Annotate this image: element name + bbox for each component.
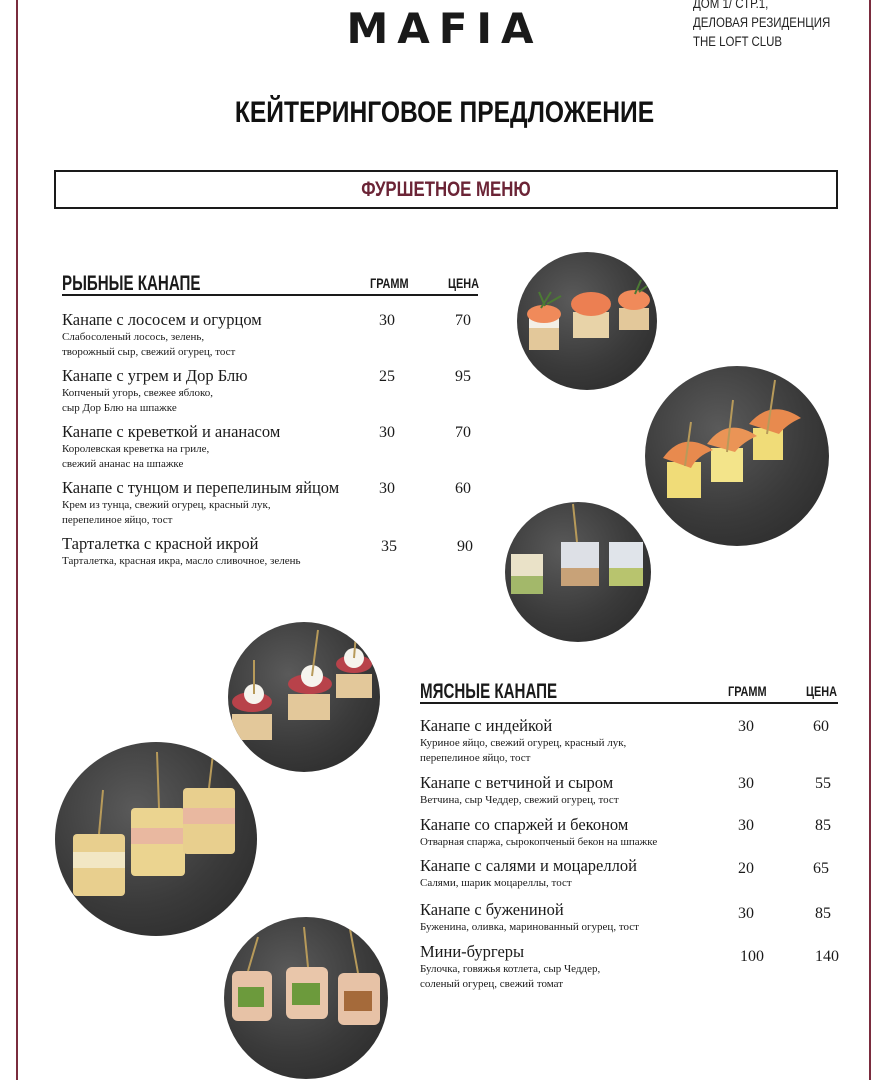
item-price: 140 xyxy=(815,948,839,965)
item-desc: Ветчина, сыр Чеддер, свежий огурец, тост xyxy=(420,794,619,806)
item-desc: Буженина, оливка, маринованный огурец, тост xyxy=(420,921,639,933)
address-line: ДОМ 1/ СТР.1, xyxy=(693,0,769,11)
fish-item xyxy=(62,422,280,471)
item-gram: 30 xyxy=(379,480,395,497)
meat-item xyxy=(420,900,639,935)
logo: MAFIA xyxy=(346,4,543,53)
item-gram: 30 xyxy=(379,424,395,441)
turkey-canape-photo xyxy=(55,742,257,936)
item-price: 70 xyxy=(455,312,471,329)
item-desc: свежий ананас на шпажке xyxy=(62,457,184,470)
meat-item xyxy=(420,716,626,765)
item-name: Канапе с креветкой и ананасом xyxy=(62,422,281,441)
fish-col-price: ЦЕНА xyxy=(448,275,480,291)
meat-item xyxy=(420,815,657,850)
fish-item xyxy=(62,310,262,359)
item-desc: перепелиное яйцо, тост xyxy=(62,513,173,526)
eel-canape-photo xyxy=(505,502,651,642)
address-line: ДЕЛОВАЯ РЕЗИДЕНЦИЯ xyxy=(693,15,831,30)
item-desc: творожный сыр, свежий огурец, тост xyxy=(62,345,236,358)
page-border-left xyxy=(16,0,18,1080)
menu-banner-label: ФУРШЕТНОЕ МЕНЮ xyxy=(361,178,531,201)
fish-section-header xyxy=(62,272,478,296)
item-name: Канапе с индейкой xyxy=(420,716,553,735)
item-desc: перепелиное яйцо, тост xyxy=(420,751,531,764)
item-gram: 35 xyxy=(381,538,397,555)
item-gram: 30 xyxy=(379,312,395,329)
asparagus-bacon-photo xyxy=(224,917,388,1079)
item-desc: Королевская креветка на гриле, xyxy=(62,443,210,455)
fish-item xyxy=(62,478,339,527)
item-name: Канапе со спаржей и беконом xyxy=(420,815,629,834)
item-name: Канапе с тунцом и перепелиным яйцом xyxy=(62,478,340,497)
address-line: THE LOFT CLUB xyxy=(693,34,783,49)
item-name: Мини-бургеры xyxy=(420,942,525,961)
item-desc: соленый огурец, свежий томат xyxy=(420,977,564,990)
item-name: Канапе с ветчиной и сыром xyxy=(420,773,614,792)
item-name: Тарталетка с красной икрой xyxy=(62,534,259,553)
item-price: 70 xyxy=(455,424,471,441)
item-desc: Куриное яйцо, свежий огурец, красный лук, xyxy=(420,737,627,749)
item-price: 60 xyxy=(455,480,471,497)
item-price: 95 xyxy=(455,368,471,385)
item-desc: сыр Дор Блю на шпажке xyxy=(62,401,177,414)
meat-col-gram: ГРАММ xyxy=(728,683,767,699)
item-desc: Тарталетка, красная икра, масло сливочное, зелень xyxy=(62,555,301,567)
meat-col-price: ЦЕНА xyxy=(806,683,838,699)
menu-banner xyxy=(54,170,838,209)
meat-item xyxy=(420,773,619,808)
salmon-canape-photo xyxy=(517,252,657,390)
meat-item xyxy=(420,942,600,991)
page-border-right xyxy=(869,0,871,1080)
item-gram: 25 xyxy=(379,368,395,385)
meat-section-title: МЯСНЫЕ КАНАПЕ xyxy=(420,680,558,703)
item-price: 60 xyxy=(813,718,829,735)
fish-col-gram: ГРАММ xyxy=(370,275,409,291)
item-desc: Булочка, говяжья котлета, сыр Чеддер, xyxy=(420,963,601,975)
item-name: Канапе с лососем и огурцом xyxy=(62,310,262,329)
meat-item xyxy=(420,856,637,891)
item-desc: Слабосоленый лосось, зелень, xyxy=(62,331,205,343)
item-gram: 30 xyxy=(738,718,754,735)
item-price: 55 xyxy=(815,775,831,792)
item-price: 65 xyxy=(813,860,829,877)
fish-item xyxy=(62,366,248,415)
address xyxy=(693,0,830,51)
meat-section-header xyxy=(420,680,838,704)
item-price: 85 xyxy=(815,905,831,922)
item-desc: Копченый угорь, свежее яблоко, xyxy=(62,387,214,399)
item-desc: Салями, шарик моцареллы, тост xyxy=(420,877,572,889)
item-gram: 30 xyxy=(738,905,754,922)
item-gram: 20 xyxy=(738,860,754,877)
item-name: Канапе с салями и моцареллой xyxy=(420,856,637,875)
item-desc: Крем из тунца, свежий огурец, красный лук, xyxy=(62,499,271,511)
shrimp-canape-photo xyxy=(645,366,829,546)
item-gram: 30 xyxy=(738,817,754,834)
item-name: Канапе с бужениной xyxy=(420,900,564,919)
item-price: 85 xyxy=(815,817,831,834)
item-desc: Отварная спаржа, сырокопченый бекон на шпажке xyxy=(420,836,658,848)
item-name: Канапе с угрем и Дор Блю xyxy=(62,366,248,385)
item-gram: 30 xyxy=(738,775,754,792)
fish-item xyxy=(62,534,301,569)
fish-section-title: РЫБНЫЕ КАНАПЕ xyxy=(62,272,201,295)
page-title: КЕЙТЕРИНГОВОЕ ПРЕДЛОЖЕНИЕ xyxy=(234,96,655,129)
item-gram: 100 xyxy=(740,948,764,965)
item-price: 90 xyxy=(457,538,473,555)
